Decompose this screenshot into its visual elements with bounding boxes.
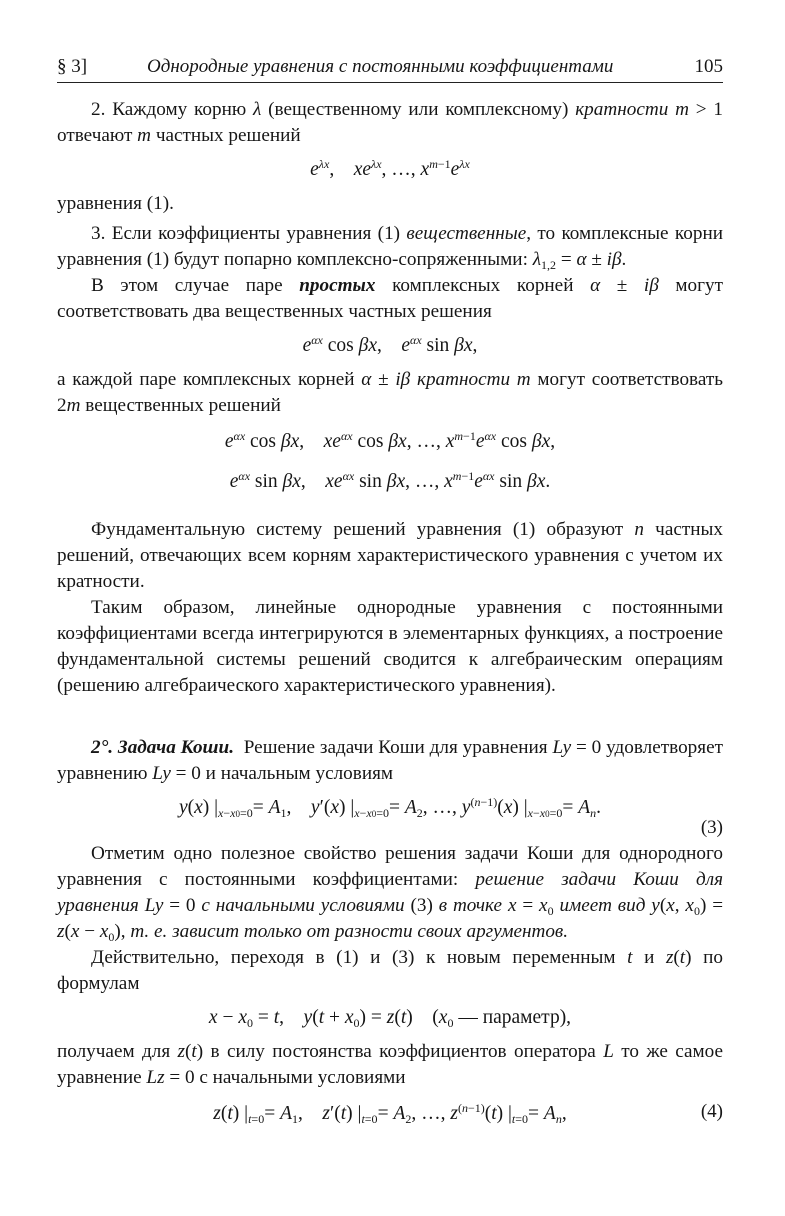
equation-cos-family: $e^{\alpha x}$ cos βx, $xe^{\alpha x}$ cos βx, …, $x^{m-1}e^{\alpha x}$ cos βx, <box>224 429 556 452</box>
equation-exp-solutions: $e^{\lambda x}$, $xe^{\lambda x}$, …, $x^{m-1}e^{\lambda x}$ <box>310 157 470 180</box>
paragraph-same-equation: получаем для z(t) в силу постоянства коэффициентов оператора L то же самое уравнение Lz = 0 с начальными условиями <box>57 1041 724 1088</box>
paragraph-change-variables: Действительно, переходя в (1) и (3) к новым переменным t и z(t) по формулам <box>57 947 723 994</box>
paragraph-simple-roots: В этом случае паре простых комплексных корней α ± iβ могут соответствовать два вещественных частных решения <box>57 275 723 322</box>
paragraph-multiple-roots: 2. Каждому корню λ (вещественному или комплексному) кратности m > 1 отвечают m частных решений <box>57 99 723 146</box>
page-number: 105 <box>694 56 723 77</box>
equation-substitution: $x - x_0 = t$, $y(t + x_0) = z(t)$ ($x_0$ — параметр), <box>208 1007 572 1030</box>
page <box>57 52 723 1127</box>
paragraph-multiple-complex: а каждой паре комплексных корней α ± iβ кратности m могут соответствовать 2m вещественных решений <box>57 369 724 416</box>
equation-cos-sin-solutions: $e^{\alpha x}$ cos βx, $e^{\alpha x}$ sin βx, <box>302 333 478 356</box>
paragraph-equation-ref: уравнения (1). <box>57 193 174 214</box>
paragraph-conclusion: Таким образом, линейные однородные уравнения с постоянными коэффициентами всегда интегрируются в элементарных функциях, а построение фундаментальной системы решений сводится к алгебраическим операциям (решению алгебраического характеристического уравнения). <box>57 597 723 696</box>
paragraph-property: Отметим одно полезное свойство решения задачи Коши для однородного уравнения с постоянными коэффициентами: решение задачи Коши для уравнения Ly = 0 с начальными условиями (3) в точке $x = x_0$ имеет вид y(x, $x_0) = z(x - x_0)$, т. е. зависит только от разности своих аргументов. <box>57 843 724 944</box>
paragraph-real-coefficients: 3. Если коэффициенты уравнения (1) вещественные, то комплексные корни уравнения (1) будут попарно комплексно-сопряженными: $\lambda_{1,2} = \alpha \pm i\beta$. <box>57 223 723 272</box>
equation-number-4: (4) <box>700 1101 723 1122</box>
equation-initial-conditions: y(x) $|_{x-x0=0}= A_1$, y′(x) $|_{x-x0=0}= A_2$, …, $y^{(n-1)}(x)$ $|_{x-x0=0}= A_n$. (3) <box>178 795 723 838</box>
equation-sin-family: $e^{\alpha x}$ sin βx, $xe^{\alpha x}$ sin βx, …, $x^{m-1}e^{\alpha x}$ sin βx. <box>229 469 551 492</box>
running-header <box>57 52 723 83</box>
equation-new-initial-conditions: z(t) $|_{t=0}= A_1$, z′(t) $|_{t=0}= A_2$, …, $z^{(n-1)}(t)$ $|_{t=0}= A_n$, (4) <box>213 1101 723 1126</box>
section-marker: § 3] <box>57 56 88 77</box>
paragraph-cauchy-problem: 2°. Задача Коши. Решение задачи Коши для уравнения Ly = 0 удовлетворяет уравнению Ly = 0 и начальным условиям <box>57 737 723 784</box>
equation-number-3: (3) <box>700 817 723 838</box>
section-title-cauchy: 2°. Задача Коши. <box>91 737 235 758</box>
paragraph-fundamental-system: Фундаментальную систему решений уравнения (1) образуют n частных решений, отвечающих всем корням характеристического уравнения с учетом их кратности. <box>57 519 724 592</box>
running-title: Однородные уравнения с постоянными коэффициентами <box>147 56 614 77</box>
